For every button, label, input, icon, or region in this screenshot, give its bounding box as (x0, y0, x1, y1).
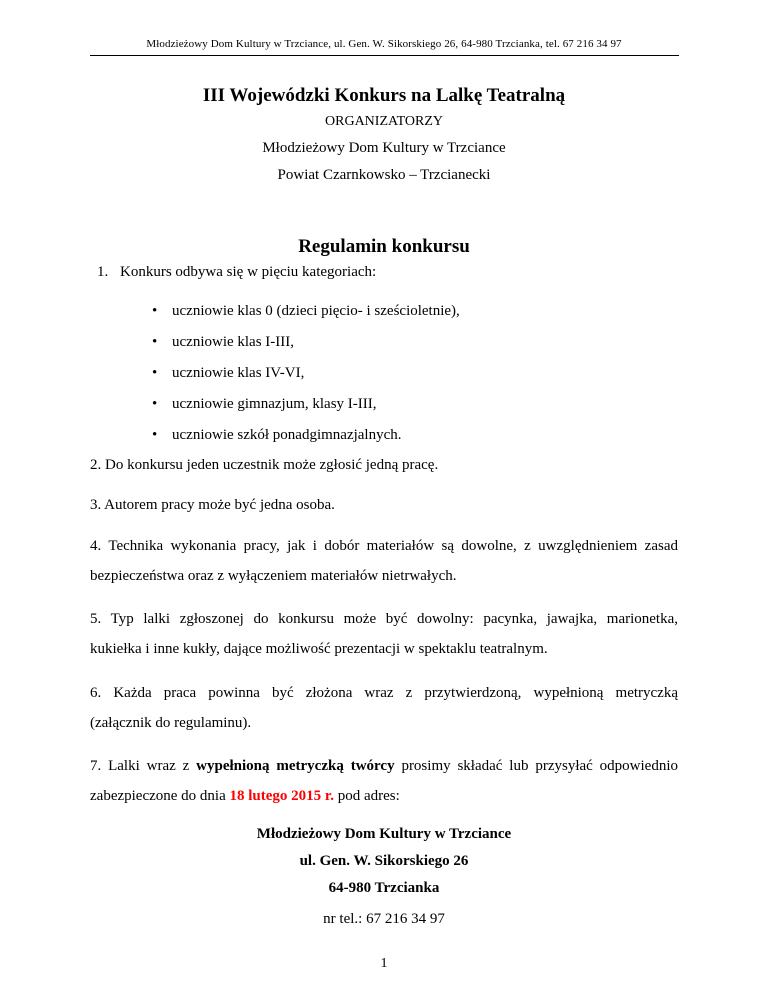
regulations-title: Regulamin konkursu (298, 236, 470, 257)
point-1-text: Konkurs odbywa się w pięciu kategoriach: (120, 264, 377, 280)
point-4-line-2: bezpieczeństwa oraz z wyłączeniem materiałów nietrwałych. (90, 568, 457, 584)
bullet-icon: • (152, 396, 158, 412)
point-7-text: pod adres: (333, 788, 400, 804)
point-5-line-2: kukiełka i inne kukły, dające możliwość prezentacji w spektaklu teatralnym. (90, 641, 548, 657)
point-7-text: prosimy składać lub przysyłać odpowiednio (394, 758, 678, 774)
organizer-name: Młodzieżowy Dom Kultury w Trzciance (262, 140, 506, 156)
point-6-line-1: 6. Każda praca powinna być złożona wraz z przytwierdzoną, wypełnioną metryczką (90, 685, 678, 701)
address-street: ul. Gen. W. Sikorskiego 26 (299, 853, 469, 869)
deadline-date: 18 lutego 2015 r. (229, 788, 334, 804)
organizers-label: ORGANIZATORZY (325, 114, 443, 129)
point-4 (90, 531, 678, 591)
header-divider (90, 55, 679, 56)
category-label: uczniowie klas 0 (dzieci pięcio- i sześcioletnie), (172, 303, 460, 319)
address-phone: nr tel.: 67 216 34 97 (323, 911, 445, 927)
page-number: 1 (380, 956, 388, 971)
point-6 (90, 678, 678, 738)
address-postal-city: 64-980 Trzcianka (328, 880, 440, 896)
point-5 (90, 604, 678, 664)
point-7 (90, 751, 678, 811)
address-institution: Młodzieżowy Dom Kultury w Trzciance (256, 826, 512, 842)
organizer-county: Powiat Czarnkowsko – Trzcianecki (277, 167, 491, 183)
point-7-text: zabezpieczone do dnia (90, 788, 230, 804)
bullet-icon: • (152, 303, 158, 319)
point-5-line-1: 5. Typ lalki zgłoszonej do konkursu może być dowolny: pacynka, jawajka, marionetka, (90, 611, 678, 627)
point-1 (97, 257, 685, 287)
category-label: uczniowie gimnazjum, klasy I-III, (172, 396, 377, 412)
point-6-line-2: (załącznik do regulaminu). (90, 715, 252, 731)
point-7-emphasis: wypełnioną metryczką twórcy (196, 758, 395, 774)
bullet-icon: • (152, 334, 158, 350)
point-7-line-2 (90, 781, 678, 811)
bullet-icon: • (152, 427, 158, 443)
category-label: uczniowie szkół ponadgimnazjalnych. (172, 427, 402, 443)
category-label: uczniowie klas IV-VI, (172, 365, 305, 381)
bullet-icon: • (152, 365, 158, 381)
point-7-text: 7. Lalki wraz z (90, 758, 197, 774)
point-3: 3. Autorem pracy może być jedna osoba. (90, 497, 335, 513)
document-title: III Wojewódzki Konkurs na Lalkę Teatralną (202, 85, 566, 106)
page-header: Młodzieżowy Dom Kultury w Trzciance, ul. Gen. W. Sikorskiego 26, 64-980 Trzcianka, tel. 67 216 34 97 (146, 38, 622, 50)
point-7-line-1 (90, 751, 678, 781)
point-1-number: 1. (97, 264, 109, 280)
category-label: uczniowie klas I-III, (172, 334, 295, 350)
point-2: 2. Do konkursu jeden uczestnik może zgłosić jedną pracę. (90, 457, 439, 473)
point-4-line-1: 4. Technika wykonania pracy, jak i dobór materiałów są dowolne, z uwzględnieniem zasad (90, 538, 678, 554)
